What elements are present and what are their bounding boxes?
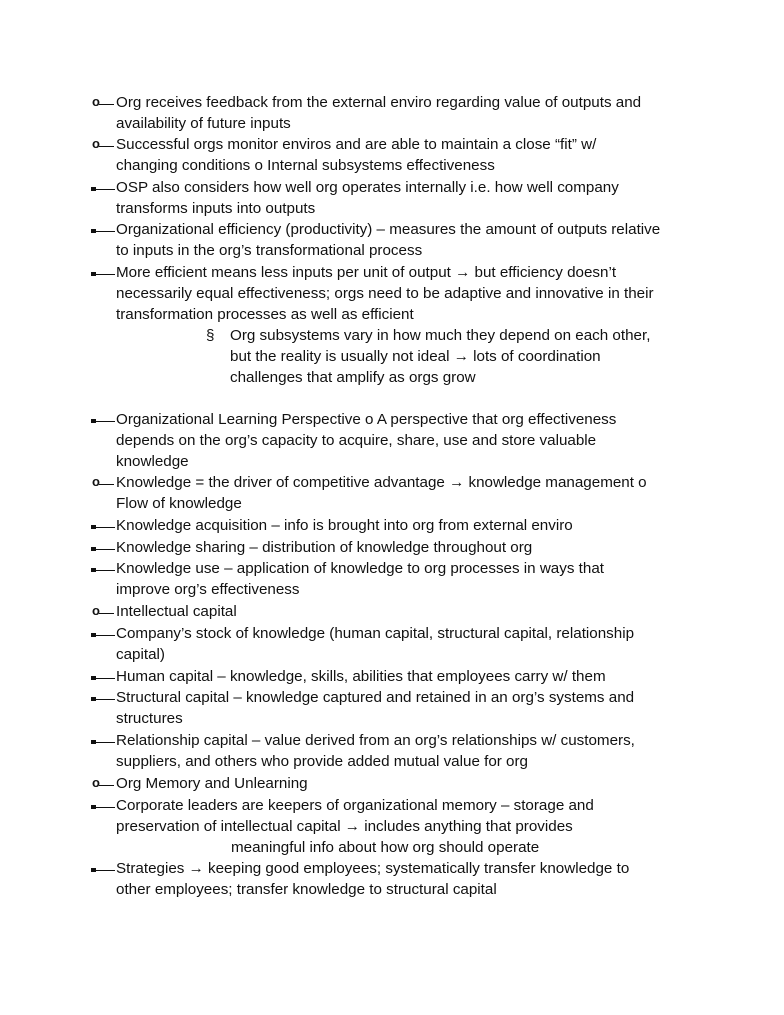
item-line: preservation of intellectual capital → includes anything that provides — [116, 818, 573, 835]
square-bullet-icon — [90, 515, 116, 536]
item-line: structures — [116, 710, 183, 727]
list-item — [116, 601, 696, 622]
list-item — [116, 262, 696, 325]
item-line: Human capital – knowledge, skills, abilities that employees carry w/ them — [116, 668, 606, 685]
item-line: changing conditions o Internal subsystems effectiveness — [116, 157, 495, 174]
list-item — [116, 472, 696, 514]
list-item — [116, 558, 696, 600]
item-line: Company’s stock of knowledge (human capital, structural capital, relationship — [116, 625, 635, 642]
item-line: to inputs in the org’s transformational process — [116, 242, 423, 259]
item-line: Knowledge use – application of knowledge to org processes in ways that — [116, 560, 604, 577]
item-line: improve org’s effectiveness — [116, 581, 300, 598]
item-line: OSP also considers how well org operates internally i.e. how well company — [116, 179, 619, 196]
item-line: availability of future inputs — [116, 115, 291, 132]
square-bullet-icon — [90, 795, 116, 816]
square-bullet-icon — [90, 219, 116, 240]
item-line: Org receives feedback from the external enviro regarding value of outputs and — [116, 94, 642, 111]
item-line: More efficient means less inputs per unit of output → but efficiency doesn’t — [116, 264, 617, 281]
item-line: necessarily equal effectiveness; orgs need to be adaptive and innovative in their — [116, 285, 654, 302]
item-line: Knowledge acquisition – info is brought into org from external enviro — [116, 517, 573, 534]
item-line: Flow of knowledge — [116, 495, 242, 512]
square-bullet-icon — [90, 623, 116, 644]
list-item — [116, 134, 696, 176]
item-line: transformation processes as well as efficient — [116, 306, 414, 323]
square-bullet-icon — [90, 177, 116, 198]
list-item — [116, 858, 696, 900]
item-line: but the reality is usually not ideal → lots of coordination — [230, 348, 601, 365]
item-line: Organizational efficiency (productivity) – measures the amount of outputs relative — [116, 221, 661, 238]
square-bullet-icon — [90, 730, 116, 751]
square-bullet-icon — [90, 262, 116, 283]
square-bullet-icon — [90, 666, 116, 687]
item-line: other employees; transfer knowledge to structural capital — [116, 881, 497, 898]
item-line: meaningful info about how org should operate — [231, 839, 540, 856]
item-line: Knowledge = the driver of competitive advantage → knowledge management o — [116, 474, 647, 491]
item-line: suppliers, and others who provide added mutual value for org — [116, 753, 528, 770]
list-item — [116, 515, 696, 536]
square-bullet-icon — [90, 687, 116, 708]
item-line: Org subsystems vary in how much they depend on each other, — [230, 327, 651, 344]
item-line: depends on the org’s capacity to acquire, share, use and store valuable — [116, 432, 597, 449]
sub-list-item — [206, 325, 700, 388]
list-item — [116, 409, 696, 472]
item-line: Strategies → keeping good employees; systematically transfer knowledge to — [116, 860, 630, 877]
list-item — [116, 219, 696, 261]
section-sign-bullet: § — [206, 327, 215, 344]
item-line: knowledge — [116, 453, 189, 470]
item-line: Corporate leaders are keepers of organizational memory – storage and — [116, 797, 594, 814]
item-line: capital) — [116, 646, 165, 663]
item-line: transforms inputs into outputs — [116, 200, 316, 217]
list-item — [116, 687, 696, 729]
hollow-bullet-icon — [90, 601, 116, 622]
item-line: Organizational Learning Perspective o A perspective that org effectiveness — [116, 411, 617, 428]
item-line: challenges that amplify as orgs grow — [230, 369, 476, 386]
list-item — [116, 773, 696, 794]
list-item — [116, 537, 696, 558]
list-item — [116, 177, 696, 219]
list-item — [116, 623, 696, 665]
hollow-bullet-icon — [90, 472, 116, 493]
square-bullet-icon — [90, 409, 116, 430]
hollow-bullet-icon — [90, 134, 116, 155]
item-line: Intellectual capital — [116, 603, 237, 620]
square-bullet-icon — [90, 858, 116, 879]
list-item — [116, 666, 696, 687]
item-line: Org Memory and Unlearning — [116, 775, 308, 792]
list-item — [116, 795, 696, 858]
hollow-bullet-icon — [90, 92, 116, 113]
item-line: Structural capital – knowledge captured and retained in an org’s systems and — [116, 689, 635, 706]
item-line: Successful orgs monitor enviros and are able to maintain a close “fit” w/ — [116, 136, 597, 153]
hollow-bullet-icon — [90, 773, 116, 794]
square-bullet-icon — [90, 537, 116, 558]
item-line: Knowledge sharing – distribution of knowledge throughout org — [116, 539, 533, 556]
list-item — [116, 92, 696, 134]
item-line: Relationship capital – value derived from an org’s relationships w/ customers, — [116, 732, 635, 749]
square-bullet-icon — [90, 558, 116, 579]
list-item — [116, 730, 696, 772]
